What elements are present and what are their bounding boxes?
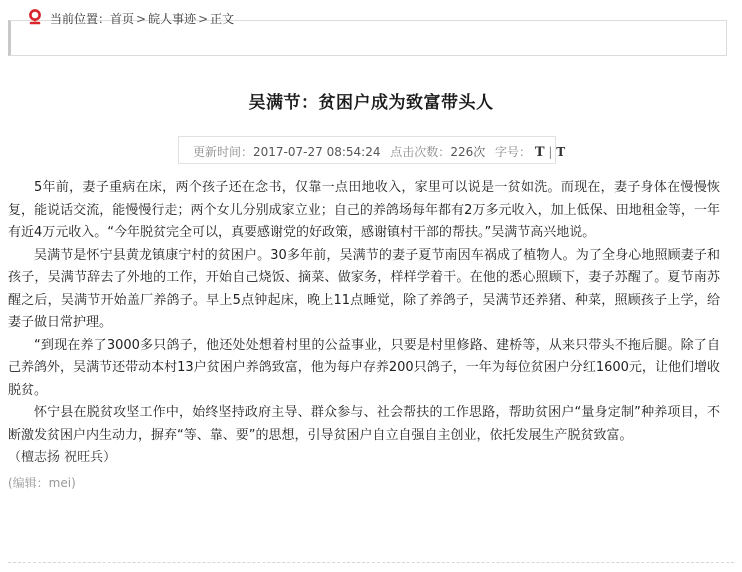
article-paragraph: 5年前，妻子重病在床，两个孩子还在念书，仅靠一点田地收入，家里可以说是一贫如洗。而现在，妻子身体在慢慢恢复，能说话交流，能慢慢行走；两个女儿分别成家立业；自己的养鸽场每年都有2万多元收入，加上低保、田地租金等，一年有近4万元收入。“今年脱贫完全可以，真要感谢党的好政策，感谢镇村干部的帮扶。”吴满节高兴地说。 xyxy=(8,180,720,240)
breadcrumb-separator: > xyxy=(136,12,147,26)
breadcrumb-separator: > xyxy=(198,12,209,26)
update-time-label: 更新时间： xyxy=(193,145,254,159)
font-size-small-button[interactable]: T xyxy=(556,145,566,159)
article-editor: (编辑：mei) xyxy=(8,475,76,490)
breadcrumb-label: 当前位置： xyxy=(50,12,111,26)
font-size-label: 字号： xyxy=(495,145,532,159)
breadcrumb-current: 正文 xyxy=(210,12,235,26)
article-paragraph: 怀宁县在脱贫攻坚工作中，始终坚持政府主导、群众参与、社会帮扶的工作思路，帮助贫困户“量身定制”种养项目，不断激发贫困户内生动力，摒弃“等、靠、要”的思想，引导贫困户自立自强自主创业，依托发展生产脱贫致富。 xyxy=(8,405,720,443)
map-pin-icon xyxy=(28,9,42,25)
click-count-value: 226次 xyxy=(450,145,486,159)
click-count-label: 点击次数： xyxy=(390,145,451,159)
article-author: （檀志扬 祝旺兵） xyxy=(8,450,117,465)
article-meta-box xyxy=(178,136,566,164)
breadcrumb-home-link[interactable]: 首页 xyxy=(110,12,135,26)
article-paragraph: “到现在养了3000多只鸽子，他还处处想着村里的公益事业，只要是村里修路、建桥等，从来只带头不拖后腿。除了自己养鸽外，吴满节还带动本村13户贫困户养鸽致富，他为每户存养200只鸽子，一年为每位贫困户分红1600元，让他们增收脱贫。 xyxy=(8,337,720,398)
article-paragraph: 吴满节是怀宁县黄龙镇康宁村的贫困户。30多年前，吴满节的妻子夏节南因车祸成了植物人。为了全身心地照顾妻子和孩子，吴满节辞去了外地的工作，开始自己烧饭、摘菜、做家务，样样学着干。在他的悉心照顾下，妻子苏醒了。夏节南苏醒之后，吴满节开始盖厂养鸽子。早上5点钟起床，晚上11点睡觉，除了养鸽子，吴满节还养猪、种菜，照顾孩子上学，给妻子做日常护理。 xyxy=(8,247,720,330)
breadcrumb-category-link[interactable]: 皖人事迹 xyxy=(148,12,197,26)
font-size-large-button[interactable]: T xyxy=(534,145,545,160)
article-body xyxy=(8,177,720,494)
article-title: 吴满节：贫困户成为致富带头人 xyxy=(248,93,494,113)
bottom-divider xyxy=(8,562,734,563)
update-time-value: 2017-07-27 08:54:24 xyxy=(253,145,381,159)
font-size-divider: | xyxy=(548,145,553,159)
breadcrumb xyxy=(50,10,234,27)
